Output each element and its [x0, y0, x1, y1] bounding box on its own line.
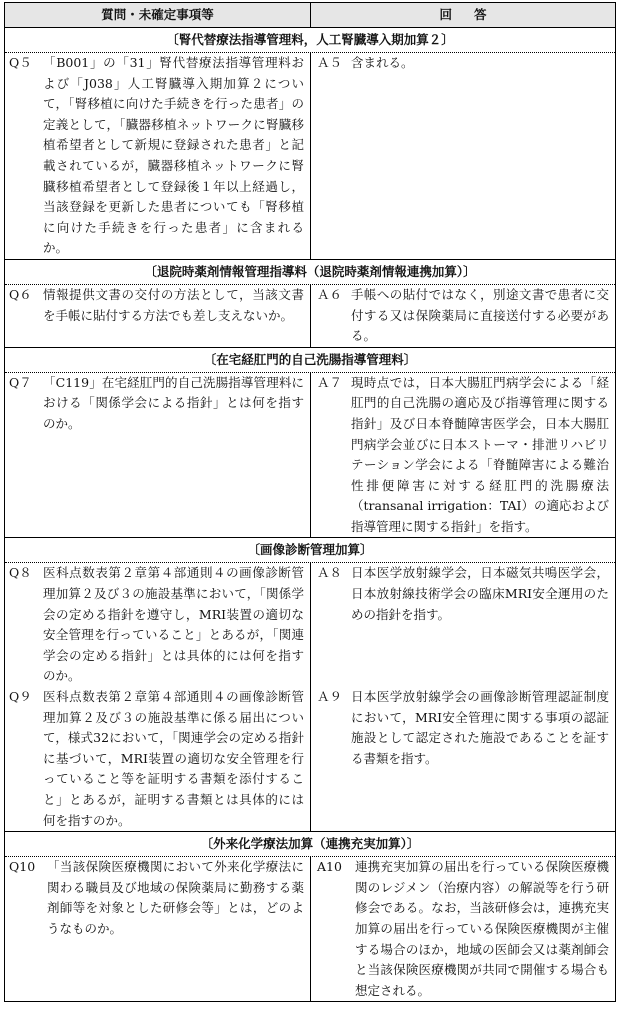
- question-number: Q７: [9, 374, 32, 390]
- answer-cell: [311, 373, 615, 538]
- answer-text: 日本医学放射線学会，日本磁気共鳴医学会，日本放射線技術学会の臨床MRI安全運用のための指針を指す。: [351, 565, 609, 622]
- qa-row-q7: [5, 373, 615, 538]
- table-header: [5, 3, 615, 28]
- qa-row-q9: [5, 687, 615, 831]
- qa-row-q8: [5, 563, 615, 687]
- question-text: 医科点数表第２章第４部通則４の画像診断管理加算２及び３の施設基準に係る届出について，様式32において，「関連学会の定める指針に基づいて，MRI装置の適切な安全管理を行っていること等を証明する書類を添付すること」とあるが，証明する書類とは具体的には何を指すのか。: [43, 689, 304, 828]
- question-text: 「当該保険医療機関において外来化学療法に関わる職員及び地域の保険薬局に勤務する薬剤師等を対象とした研修会等」とは，どのようなものか。: [47, 859, 304, 936]
- answer-number: Ａ６: [317, 286, 343, 302]
- answer-number: A10: [317, 859, 342, 875]
- question-cell: [5, 857, 311, 1001]
- answer-cell: [311, 857, 615, 1001]
- section-title: 〔在宅経肛門的自己洗腸指導管理料〕: [5, 348, 615, 373]
- question-number: Q６: [9, 286, 32, 302]
- answer-text: 含まれる。: [351, 55, 414, 70]
- section-discharge-drug-info: [5, 260, 615, 348]
- section-imaging-management: [5, 538, 615, 832]
- qa-table: [4, 2, 616, 1002]
- answer-text: 連携充実加算の届出を行っている保険医療機関のレジメン（治療内容）の解説等を行う研修会である。なお，当該研修会は，連携充実加算の届出を行っている保険医療機関が主催する場合のほか，地域の医師会又は薬剤師会と当該保険医療機関が共同で開催する場合も想定される。: [355, 859, 609, 998]
- question-text: 「C119」在宅経肛門的自己洗腸指導管理料における「関係学会による指針」とは何を指すのか。: [43, 374, 304, 431]
- question-number: Q９: [9, 689, 32, 705]
- answer-number: Ａ８: [317, 565, 343, 581]
- answer-number: Ａ９: [317, 689, 343, 705]
- qa-row-q5: [5, 53, 615, 259]
- question-cell: [5, 373, 311, 538]
- section-transanal-irrigation: [5, 348, 615, 539]
- section-renal-replacement: [5, 28, 615, 260]
- section-title: 〔画像診断管理加算〕: [5, 538, 615, 563]
- question-text: 医科点数表第２章第４部通則４の画像診断管理加算２及び３の施設基準において，「関係学会の定める指針を遵守し，MRI装置の適切な安全管理を行っていること」とあるが，「関連学会の定める指針」とは具体的には何を指すのか。: [43, 565, 304, 684]
- question-number: Q５: [9, 55, 32, 70]
- question-cell: [5, 563, 311, 687]
- section-title: 〔外来化学療法加算（連携充実加算）〕: [5, 832, 615, 857]
- answer-cell: [311, 53, 615, 259]
- answer-column-header: 回答: [439, 7, 509, 22]
- section-outpatient-chemotherapy: [5, 832, 615, 1002]
- question-column-header: 質問・未確定事項等: [5, 3, 311, 27]
- answer-text: 手帳への貼付ではなく，別途文書で患者に交付する又は保険薬局に直接送付する必要がある。: [351, 286, 609, 344]
- qa-row-q6: [5, 285, 615, 347]
- answer-text: 日本医学放射線学会の画像診断管理認証制度において，MRI安全管理に関する事項の認証施設として認定された施設であることを証する書類を指す。: [351, 689, 609, 766]
- answer-number: Ａ７: [317, 374, 343, 390]
- question-cell: [5, 285, 311, 347]
- question-cell: [5, 53, 311, 259]
- answer-number: Ａ５: [317, 55, 343, 70]
- question-number: Q８: [9, 565, 32, 581]
- answer-cell: [311, 285, 615, 347]
- qa-row-q10: [5, 857, 615, 1001]
- answer-cell: [311, 563, 615, 687]
- question-number: Q10: [9, 859, 36, 875]
- question-text: 情報提供文書の交付の方法として，当該文書を手帳に貼付する方法でも差し支えないか。: [43, 286, 304, 323]
- section-title: 〔退院時薬剤情報管理指導料（退院時薬剤情報連携加算）〕: [5, 260, 615, 285]
- question-cell: [5, 687, 311, 831]
- question-text: 「B001」の「31」腎代替療法指導管理料および「J038」人工腎臓導入期加算２について，「腎移植に向けた手続きを行った患者」の定義として，「臓器移植ネットワークに腎臓移植希望者として新規に登録された患者」と記載されているが，臓器移植ネットワークに腎臓移植希望者として登録後１年以上経過し，当該登録を更新した患者についても「腎移植に向けた手続きを行った患者」に含まれるか。: [43, 55, 304, 256]
- answer-text: 現時点では，日本大腸肛門病学会による「経肛門的自己洗腸の適応及び指導管理に関する指針」及び日本脊髄障害医学会，日本大腸肛門病学会並びに日本ストーマ・排泄リハビリテーション学会による「脊髄障害による難治性排便障害に対する経肛門的洗腸療法（transanal irrigation：TAI）の適応および指導管理に関する指針」を指す。: [351, 374, 609, 534]
- answer-cell: [311, 687, 615, 831]
- section-title: 〔腎代替療法指導管理料，人工腎臓導入期加算２〕: [5, 28, 615, 53]
